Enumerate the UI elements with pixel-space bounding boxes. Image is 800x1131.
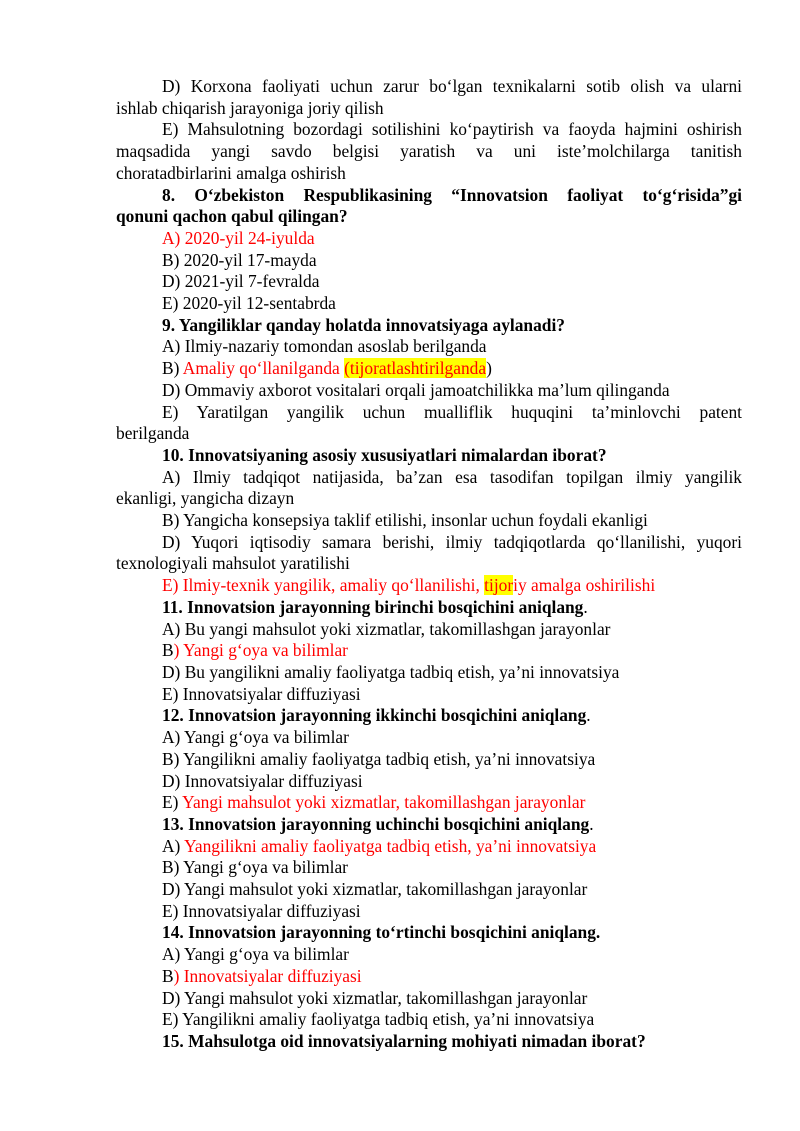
answer-text: E) Ilmiy-texnik yangilik, amaliy qo‘llanilishi,	[162, 575, 485, 596]
option-text: E) Yangilikni amaliy faoliyatga tadbiq etish, ya’ni innovatsiya	[162, 1009, 595, 1030]
question-8-cont: qonuni qachon qabul qilingan?	[116, 206, 348, 227]
option-line	[116, 836, 742, 858]
punctuation: .	[583, 596, 588, 617]
highlighted-answer: tijor	[484, 575, 514, 596]
option-letter: E)	[162, 792, 183, 813]
option-text: E) Innovatsiyalar diffuziyasi	[162, 900, 361, 921]
option-text: D) Yangi mahsulot yoki xizmatlar, takomillashgan jarayonlar	[162, 987, 588, 1008]
question-12-line	[116, 705, 742, 727]
question-13-line	[116, 814, 742, 836]
option-text: E) Innovatsiyalar diffuziyasi	[162, 683, 361, 704]
option-text: E) Mahsulotning bozordagi sotilishini ko‘paytirish va faoyda hajmini oshirish	[162, 119, 742, 140]
question-11: 11. Innovatsion jarayonning birinchi bosqichini aniqlang	[162, 596, 584, 617]
option-text: choratadbirlarini amalga oshirish	[116, 162, 346, 183]
option-text: A) Yangi g‘oya va bilimlar	[162, 944, 349, 965]
option-line	[116, 640, 742, 662]
punctuation: .	[586, 705, 591, 726]
option-text: D) Bu yangilikni amaliy faoliyatga tadbiq etish, ya’ni innovatsiya	[162, 661, 620, 682]
question-9: 9. Yangiliklar qanday holatda innovatsiyaga aylanadi?	[162, 314, 565, 335]
option-text: )	[486, 358, 492, 379]
option-text: B) 2020-yil 17-mayda	[162, 249, 317, 270]
document-page	[116, 76, 742, 1053]
option-text: E) Yaratilgan yangilik uchun mualliflik huquqini ta’minlovchi patent	[162, 401, 742, 422]
option-text: E) 2020-yil 12-sentabrda	[162, 293, 336, 314]
option-line	[116, 792, 742, 814]
option-letter: B)	[162, 358, 183, 379]
highlighted-answer: (tijoratlashtirilganda	[344, 358, 487, 379]
question-14: 14. Innovatsion jarayonning to‘rtinchi bosqichini aniqlang.	[162, 922, 601, 943]
option-text: B) Yangi g‘oya va bilimlar	[162, 857, 348, 878]
option-text: texnologiyali mahsulot yaratilishi	[116, 553, 350, 574]
correct-answer: Amaliy qo‘llanilganda	[182, 358, 345, 379]
option-text: D) 2021-yil 7-fevralda	[162, 271, 320, 292]
option-letter: A)	[162, 835, 185, 856]
punctuation: .	[589, 813, 594, 834]
question-10: 10. Innovatsiyaning asosiy xususiyatlari nimalardan iborat?	[162, 444, 607, 465]
correct-answer	[116, 575, 742, 597]
option-line	[116, 358, 742, 380]
correct-answer: A) 2020-yil 24-iyulda	[162, 227, 315, 248]
option-text: D) Korxona faoliyati uchun zarur bo‘lgan texnikalarni sotib olish va ularni	[162, 76, 742, 96]
option-text: A) Ilmiy-nazariy tomondan asoslab berilganda	[162, 336, 487, 357]
option-text: A) Ilmiy tadqiqot natijasida, ba’zan esa tasodifan topilgan ilmiy yangilik	[162, 466, 742, 487]
option-text: B) Yangilikni amaliy faoliyatga tadbiq etish, ya’ni innovatsiya	[162, 748, 596, 769]
option-text: B) Yangicha konsepsiya taklif etilishi, insonlar uchun foydali ekanligi	[162, 510, 648, 531]
option-text: maqsadida yangi savdo belgisi yaratish va uni iste’molchilarga tanitish	[116, 141, 742, 162]
option-text: ishlab chiqarish jarayoniga joriy qilish	[116, 97, 384, 118]
option-text: ekanligi, yangicha dizayn	[116, 488, 295, 509]
option-text: D) Innovatsiyalar diffuziyasi	[162, 770, 363, 791]
correct-answer: ) Yangi g‘oya va bilimlar	[173, 640, 348, 661]
option-letter: B	[162, 640, 174, 661]
option-text: berilganda	[116, 423, 190, 444]
answer-text: iy amalga oshirilishi	[513, 575, 656, 596]
option-text: D) Yangi mahsulot yoki xizmatlar, takomillashgan jarayonlar	[162, 879, 588, 900]
option-text: A) Bu yangi mahsulot yoki xizmatlar, takomillashgan jarayonlar	[162, 618, 611, 639]
question-8: 8. O‘zbekiston Respublikasining “Innovatsion faoliyat to‘g‘risida”gi	[162, 184, 742, 205]
question-11-line	[116, 597, 742, 619]
option-text: A) Yangi g‘oya va bilimlar	[162, 727, 349, 748]
option-text: D) Yuqori iqtisodiy samara berishi, ilmiy tadqiqotlarda qo‘llanilishi, yuqori	[162, 531, 742, 552]
correct-answer: Yangi mahsulot yoki xizmatlar, takomillashgan jarayonlar	[182, 792, 586, 813]
correct-answer: Yangilikni amaliy faoliyatga tadbiq etish, ya’ni innovatsiya	[184, 835, 597, 856]
correct-answer: ) Innovatsiyalar diffuziyasi	[173, 965, 362, 986]
option-line	[116, 966, 742, 988]
option-text: D) Ommaviy axborot vositalari orqali jamoatchilikka ma’lum qilinganda	[162, 379, 670, 400]
question-15: 15. Mahsulotga oid innovatsiyalarning mohiyati nimadan iborat?	[162, 1030, 646, 1051]
question-12: 12. Innovatsion jarayonning ikkinchi bosqichini aniqlang	[162, 705, 587, 726]
question-13: 13. Innovatsion jarayonning uchinchi bosqichini aniqlang	[162, 813, 590, 834]
option-letter: B	[162, 965, 174, 986]
